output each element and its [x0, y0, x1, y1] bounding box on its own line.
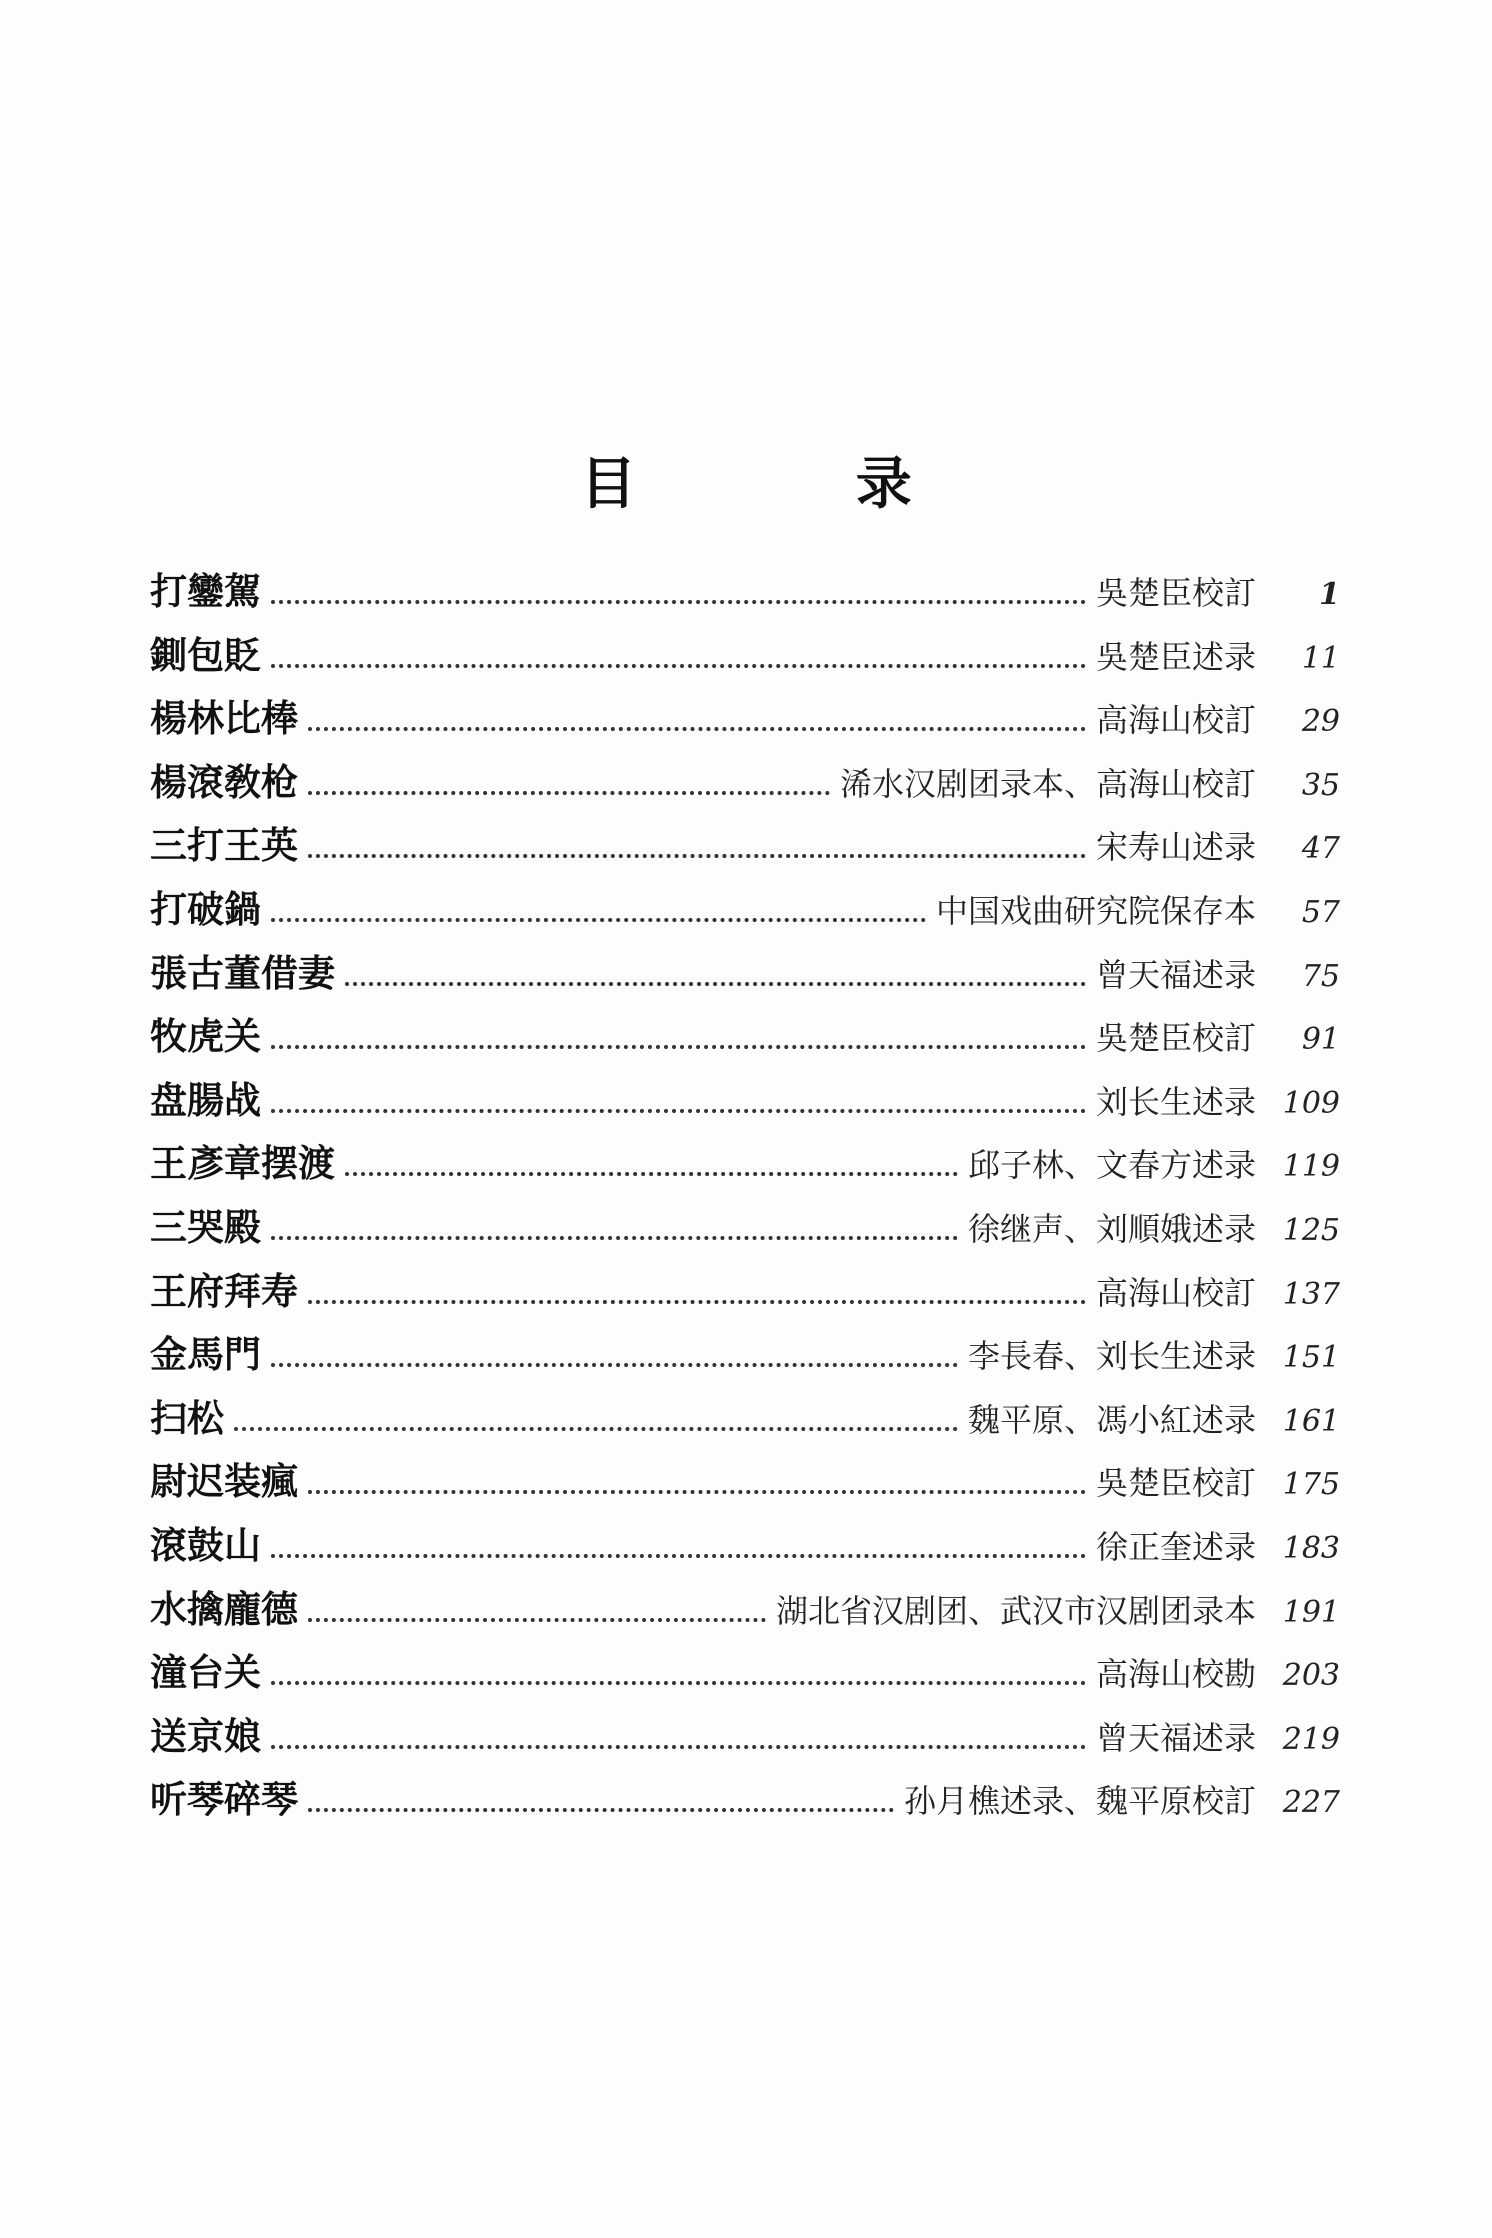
toc-entry-title: 三打王英	[150, 823, 298, 868]
toc-entry-page: 47	[1301, 831, 1340, 867]
toc-entry-page: 109	[1282, 1085, 1340, 1121]
toc-entry	[150, 814, 1340, 878]
toc-entry-title: 尉迟装瘋	[150, 1459, 298, 1504]
dot-leader	[271, 1236, 958, 1240]
toc-entry-source: 高海山校勘	[1095, 1655, 1256, 1694]
toc-entry	[150, 1578, 1340, 1642]
dot-leader	[308, 727, 1086, 731]
dot-leader	[308, 1300, 1086, 1304]
toc-entry	[150, 1768, 1340, 1832]
dot-leader	[345, 1172, 958, 1176]
toc-entry-page: 183	[1282, 1530, 1340, 1566]
dot-leader	[308, 854, 1086, 858]
toc-entry-page: 91	[1301, 1022, 1340, 1058]
toc-entry-title: 王彥章摆渡	[150, 1141, 335, 1186]
toc-entry-title: 滾鼓山	[150, 1522, 261, 1567]
toc-entry-title: 水擒龐德	[150, 1586, 298, 1631]
toc-entry-title: 打鑾駕	[150, 569, 261, 613]
toc-entry	[150, 560, 1340, 624]
toc-entry	[150, 1132, 1340, 1196]
toc-entry-source: 曾天福述录	[1095, 1718, 1256, 1757]
toc-entry	[150, 942, 1340, 1006]
toc-entry-page: 203	[1282, 1658, 1340, 1694]
dot-leader	[271, 918, 926, 922]
toc-entry-page: 11	[1301, 640, 1340, 676]
toc-entry-source: 吳楚臣述录	[1095, 637, 1256, 676]
toc-entry-source: 高海山校訂	[1095, 701, 1256, 740]
toc-entry-title: 送京娘	[150, 1713, 261, 1758]
dot-leader	[271, 1554, 1086, 1558]
toc-entry-title: 潼台关	[150, 1650, 261, 1695]
dot-leader	[271, 1109, 1086, 1113]
toc-entry-source: 中国戏曲研究院保存本	[935, 891, 1256, 930]
toc-entry-title: 金馬門	[150, 1332, 261, 1377]
toc-entry	[150, 1450, 1340, 1514]
toc-entry-page: 57	[1301, 894, 1340, 930]
toc-entry-page: 137	[1282, 1276, 1340, 1312]
toc-entry	[150, 878, 1340, 942]
toc-entry	[150, 1260, 1340, 1324]
toc-entry-page: 1	[1319, 577, 1340, 612]
toc-entry-source: 孙月樵述录、魏平原校訂	[903, 1782, 1256, 1821]
toc-entry-title: 三哭殿	[150, 1204, 261, 1249]
dot-leader	[271, 600, 1086, 604]
toc-entry	[150, 751, 1340, 815]
toc-entry-page: 125	[1282, 1212, 1340, 1248]
toc-entry-page: 75	[1301, 958, 1340, 994]
toc-entry-page: 151	[1282, 1340, 1340, 1376]
toc-entry-title: 打破鍋	[150, 886, 261, 931]
toc-entry-title: 牧虎关	[150, 1014, 261, 1059]
page-title: 目 录	[580, 452, 1012, 517]
toc-entry-title: 盘腸战	[150, 1077, 261, 1122]
toc-entry-title: 鍘包貶	[150, 632, 261, 677]
toc-entry-title: 王府拜寿	[150, 1268, 298, 1313]
dot-leader	[308, 1490, 1086, 1494]
toc-entry-page: 191	[1282, 1594, 1340, 1630]
toc-entry-source: 吳楚臣校訂	[1095, 1019, 1256, 1058]
toc-entry-title: 楊林比棒	[150, 696, 298, 741]
dot-leader	[271, 1045, 1086, 1049]
toc-entry-source: 宋寿山述录	[1095, 828, 1256, 867]
toc-entry-source: 徐继声、刘順娥述录	[967, 1209, 1256, 1248]
dot-leader	[345, 982, 1086, 986]
toc-entry-source: 徐正奎述录	[1095, 1527, 1256, 1566]
toc-entry	[150, 1323, 1340, 1387]
toc-entry	[150, 1069, 1340, 1133]
toc-entry-title: 張古董借妻	[150, 950, 335, 995]
toc-entry-source: 湖北省汉剧团、武汉市汉剧团录本	[775, 1591, 1256, 1630]
toc-entry	[150, 1705, 1340, 1769]
dot-leader	[308, 791, 830, 795]
dot-leader	[308, 1618, 766, 1622]
toc-entry-source: 浠水汉剧团录本、高海山校訂	[839, 764, 1256, 803]
dot-leader	[271, 1745, 1086, 1749]
toc-entry-source: 吳楚臣校訂	[1095, 574, 1256, 612]
toc-entry-source: 李長春、刘长生述录	[967, 1337, 1256, 1376]
toc-entry	[150, 1005, 1340, 1069]
dot-leader	[308, 1808, 894, 1812]
toc-entry	[150, 1387, 1340, 1451]
dot-leader	[234, 1427, 958, 1431]
toc-entry-title: 扫松	[150, 1395, 224, 1440]
toc-entry-source: 魏平原、馮小紅述录	[967, 1400, 1256, 1439]
toc-entry-source: 曾天福述录	[1095, 955, 1256, 994]
toc-entry	[150, 1514, 1340, 1578]
toc-entry-source: 吳楚臣校訂	[1095, 1464, 1256, 1503]
toc-list	[150, 560, 1340, 1832]
toc-entry-page: 35	[1301, 767, 1340, 803]
dot-leader	[271, 1363, 958, 1367]
toc-entry-source: 刘长生述录	[1095, 1082, 1256, 1121]
toc-entry-page: 227	[1282, 1785, 1340, 1821]
dot-leader	[271, 1681, 1086, 1685]
toc-entry-title: 楊滾敎枪	[150, 759, 298, 804]
toc-entry	[150, 687, 1340, 751]
toc-entry-page: 161	[1282, 1403, 1340, 1439]
toc-entry	[150, 1196, 1340, 1260]
toc-entry-page: 175	[1282, 1467, 1340, 1503]
toc-entry-title: 听琴碎琴	[150, 1777, 298, 1822]
toc-entry	[150, 624, 1340, 688]
toc-entry-page: 119	[1282, 1149, 1340, 1185]
dot-leader	[271, 664, 1086, 668]
toc-entry-page: 29	[1301, 704, 1340, 740]
toc-entry	[150, 1641, 1340, 1705]
toc-entry-source: 高海山校訂	[1095, 1273, 1256, 1312]
toc-entry-page: 219	[1282, 1721, 1340, 1757]
toc-entry-source: 邱子林、文春方述录	[967, 1146, 1256, 1185]
